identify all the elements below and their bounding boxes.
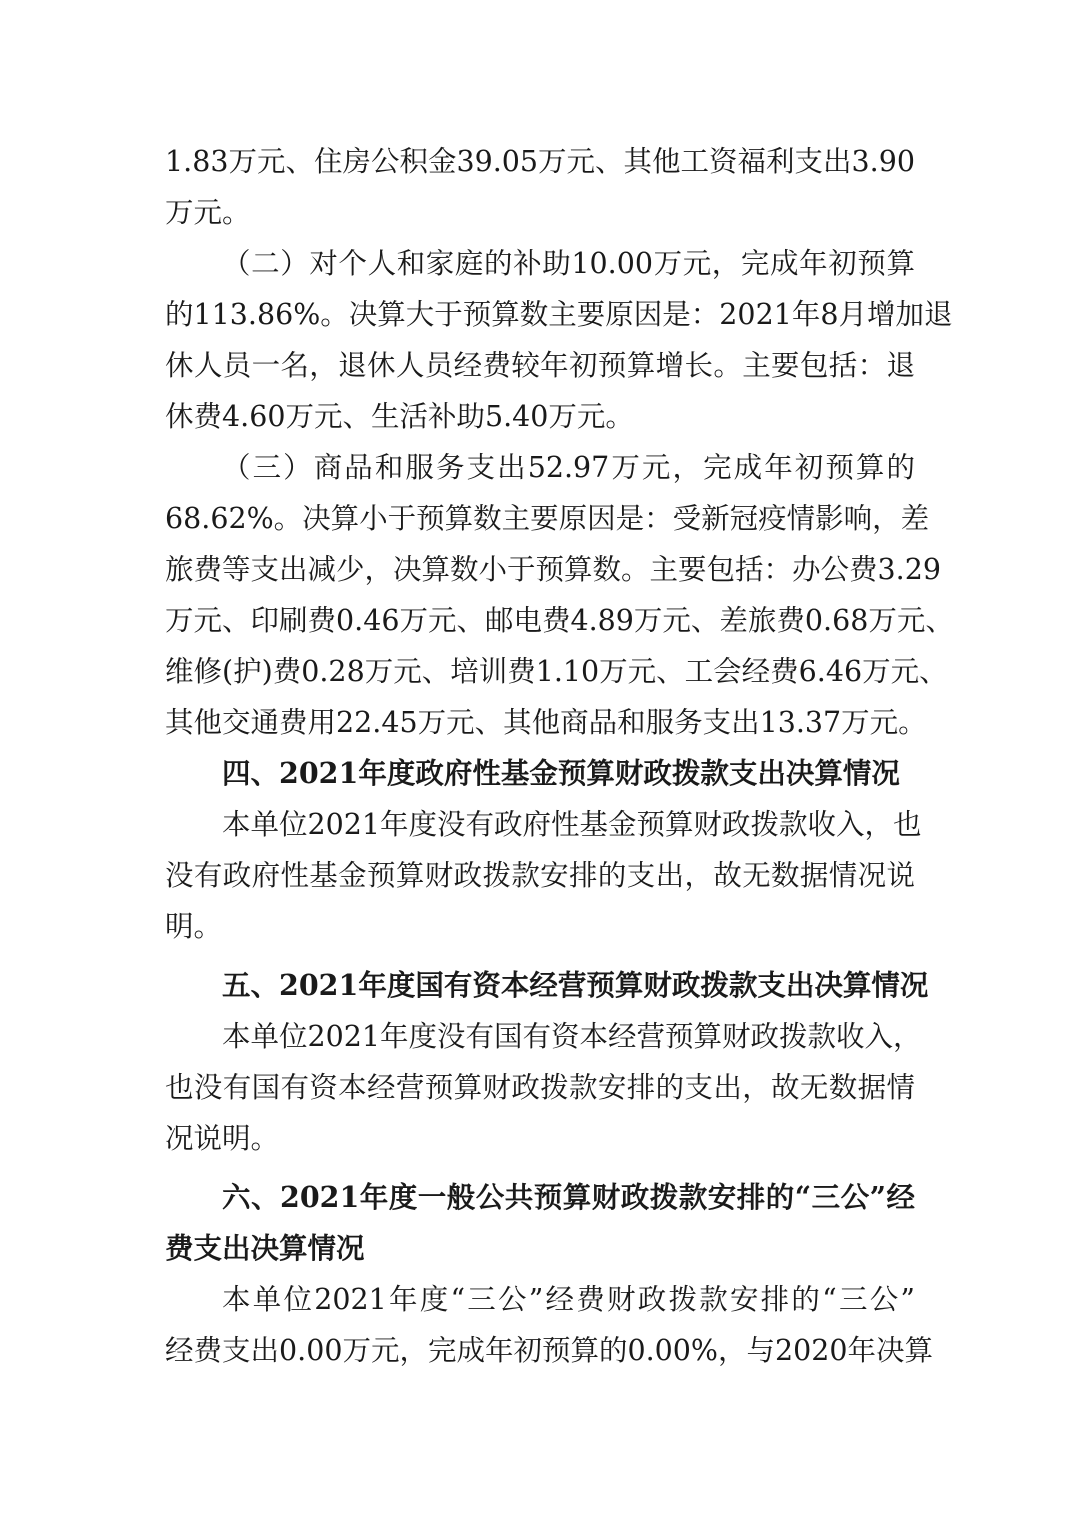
text-line: 68.62%。决算小于预算数主要原因是：受新冠疫情影响，差 [165,502,930,535]
document-body [165,136,954,1376]
text-line: 经费支出0.00万元，完成年初预算的0.00%，与2020年决算 [165,1334,934,1367]
text-line: 休人员一名，退休人员经费较年初预算增长。主要包括：退 [165,349,915,382]
section-heading: 五、2021年度国有资本经营预算财政拨款支出决算情况 [222,968,929,1002]
text-line: （三）商品和服务支出52.97万元，完成年初预算的 [222,451,915,484]
text-line: 没有政府性基金预算财政拨款安排的支出，故无数据情况说 [165,859,915,892]
section-heading-continuation: 费支出决算情况 [165,1231,365,1265]
text-line: 明。 [165,910,223,943]
text-line: 万元、印刷费0.46万元、邮电费4.89万元、差旅费0.68万元、 [165,604,954,637]
text-line: 的113.86%。决算大于预算数主要原因是：2021年8月增加退 [165,298,953,331]
section-heading: 六、2021年度一般公共预算财政拨款安排的“三公”经 [222,1180,915,1214]
text-line: 本单位2021年度没有国有资本经营预算财政拨款收入， [222,1020,922,1053]
text-line: 其他交通费用22.45万元、其他商品和服务支出13.37万元。 [165,706,927,739]
text-line: （二）对个人和家庭的补助10.00万元，完成年初预算 [222,247,915,280]
text-line: 也没有国有资本经营预算财政拨款安排的支出，故无数据情 [165,1071,915,1104]
text-line: 维修(护)费0.28万元、培训费1.10万元、工会经费6.46万元、 [165,655,948,688]
text-line: 本单位2021年度“三公”经费财政拨款安排的“三公” [222,1283,915,1316]
text-line: 况说明。 [165,1122,280,1155]
text-line: 休费4.60万元、生活补助5.40万元。 [165,400,634,433]
section-heading: 四、2021年度政府性基金预算财政拨款支出决算情况 [222,756,900,790]
text-line: 万元。 [165,196,251,229]
text-line: 本单位2021年度没有政府性基金预算财政拨款收入，也 [222,808,922,841]
text-line: 1.83万元、住房公积金39.05万元、其他工资福利支出3.90 [165,145,916,178]
text-line: 旅费等支出减少，决算数小于预算数。主要包括：办公费3.29 [165,553,941,586]
